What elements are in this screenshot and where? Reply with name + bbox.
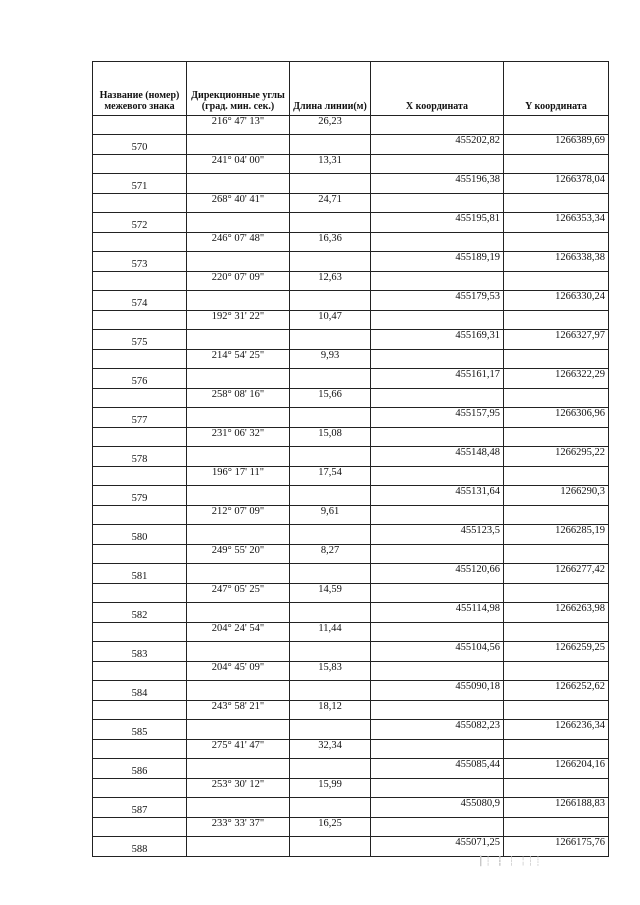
cell-length: 12,63 <box>290 272 371 291</box>
cell-x <box>371 428 504 447</box>
cell-name <box>93 740 187 759</box>
cell-angle: 275° 41' 47" <box>187 740 290 759</box>
cell-angle <box>187 564 290 584</box>
table-row <box>93 213 609 233</box>
cell-name: 579 <box>93 486 187 506</box>
cell-name <box>93 116 187 135</box>
cell-x: 455131,64 <box>371 486 504 506</box>
cell-name <box>93 584 187 603</box>
cell-x <box>371 662 504 681</box>
cell-x <box>371 233 504 252</box>
cell-y <box>504 428 609 447</box>
cell-length <box>290 252 371 272</box>
cell-y <box>504 506 609 525</box>
cell-length <box>290 603 371 623</box>
cell-y <box>504 623 609 642</box>
cell-angle <box>187 525 290 545</box>
cell-length: 17,54 <box>290 467 371 486</box>
cell-length: 16,36 <box>290 233 371 252</box>
cell-angle <box>187 486 290 506</box>
cell-y: 1266378,04 <box>504 174 609 194</box>
cell-angle: 268° 40' 41" <box>187 194 290 213</box>
cell-y: 1266285,19 <box>504 525 609 545</box>
cell-length <box>290 174 371 194</box>
table-row <box>93 818 609 837</box>
cell-angle <box>187 174 290 194</box>
cell-angle: 241° 04' 00" <box>187 155 290 174</box>
cell-y: 1266204,16 <box>504 759 609 779</box>
cell-y <box>504 389 609 408</box>
cell-angle: 212° 07' 09" <box>187 506 290 525</box>
cell-name: 583 <box>93 642 187 662</box>
table-row <box>93 350 609 369</box>
cell-y: 1266290,3 <box>504 486 609 506</box>
cell-length <box>290 369 371 389</box>
cell-name <box>93 350 187 369</box>
cell-name: 582 <box>93 603 187 623</box>
cell-angle <box>187 252 290 272</box>
cell-angle: 243° 58' 21" <box>187 701 290 720</box>
cell-y: 1266277,42 <box>504 564 609 584</box>
table-row <box>93 740 609 759</box>
faint-stamp-mark: ┃┆ ┇ ┆ ╎┆┊ <box>478 856 543 866</box>
cell-name: 584 <box>93 681 187 701</box>
cell-x: 455195,81 <box>371 213 504 233</box>
table-row <box>93 135 609 155</box>
cell-y <box>504 467 609 486</box>
cell-length <box>290 330 371 350</box>
cell-length: 9,61 <box>290 506 371 525</box>
cell-y <box>504 701 609 720</box>
cell-x <box>371 545 504 564</box>
cell-x <box>371 194 504 213</box>
cell-length: 26,23 <box>290 116 371 135</box>
cell-name <box>93 233 187 252</box>
cell-x: 455085,44 <box>371 759 504 779</box>
cell-length <box>290 408 371 428</box>
cell-x <box>371 584 504 603</box>
cell-y <box>504 155 609 174</box>
table-row <box>93 525 609 545</box>
cell-name <box>93 662 187 681</box>
cell-x <box>371 116 504 135</box>
table-row <box>93 272 609 291</box>
cell-angle: 253° 30' 12" <box>187 779 290 798</box>
cell-y: 1266389,69 <box>504 135 609 155</box>
cell-x: 455120,66 <box>371 564 504 584</box>
table-row <box>93 408 609 428</box>
cell-name <box>93 545 187 564</box>
cell-angle: 220° 07' 09" <box>187 272 290 291</box>
cell-name <box>93 467 187 486</box>
cell-angle <box>187 837 290 857</box>
cell-y <box>504 272 609 291</box>
table-row <box>93 545 609 564</box>
cell-x: 455114,98 <box>371 603 504 623</box>
table-row <box>93 486 609 506</box>
cell-y: 1266306,96 <box>504 408 609 428</box>
cell-y <box>504 779 609 798</box>
cell-name: 577 <box>93 408 187 428</box>
cell-x: 455104,56 <box>371 642 504 662</box>
table-row <box>93 701 609 720</box>
cell-angle: 231° 06' 32" <box>187 428 290 447</box>
cell-angle <box>187 291 290 311</box>
cell-x <box>371 506 504 525</box>
cell-name <box>93 779 187 798</box>
cell-angle <box>187 603 290 623</box>
cell-y: 1266327,97 <box>504 330 609 350</box>
cell-y: 1266330,24 <box>504 291 609 311</box>
cell-x: 455202,82 <box>371 135 504 155</box>
table-row <box>93 837 609 857</box>
cell-angle: 247° 05' 25" <box>187 584 290 603</box>
cell-y <box>504 584 609 603</box>
cell-name: 580 <box>93 525 187 545</box>
table-row <box>93 330 609 350</box>
cell-angle <box>187 447 290 467</box>
cell-length <box>290 681 371 701</box>
cell-x <box>371 740 504 759</box>
table-row <box>93 155 609 174</box>
cell-x <box>371 818 504 837</box>
cell-y: 1266236,34 <box>504 720 609 740</box>
cell-x: 455189,19 <box>371 252 504 272</box>
table-body <box>93 116 609 857</box>
cell-x <box>371 350 504 369</box>
cell-y: 1266188,83 <box>504 798 609 818</box>
cell-y: 1266263,98 <box>504 603 609 623</box>
cell-name <box>93 155 187 174</box>
cell-name <box>93 623 187 642</box>
cell-angle: 204° 24' 54" <box>187 623 290 642</box>
cell-y <box>504 818 609 837</box>
cell-y: 1266322,29 <box>504 369 609 389</box>
header-length: Длина линии(м) <box>290 62 371 116</box>
cell-length: 15,08 <box>290 428 371 447</box>
table-row <box>93 447 609 467</box>
cell-length: 15,66 <box>290 389 371 408</box>
cell-length: 24,71 <box>290 194 371 213</box>
table-row <box>93 779 609 798</box>
cell-y <box>504 350 609 369</box>
cell-x <box>371 311 504 330</box>
table-row <box>93 389 609 408</box>
cell-x: 455090,18 <box>371 681 504 701</box>
cell-name <box>93 428 187 447</box>
cell-name <box>93 389 187 408</box>
table-row <box>93 252 609 272</box>
cell-angle: 214° 54' 25" <box>187 350 290 369</box>
cell-name <box>93 506 187 525</box>
cell-length: 16,25 <box>290 818 371 837</box>
table-row <box>93 681 609 701</box>
cell-angle <box>187 213 290 233</box>
cell-angle: 196° 17' 11" <box>187 467 290 486</box>
cell-name: 572 <box>93 213 187 233</box>
cell-angle <box>187 642 290 662</box>
cell-angle <box>187 681 290 701</box>
table-row <box>93 506 609 525</box>
cell-length: 32,34 <box>290 740 371 759</box>
cell-name <box>93 818 187 837</box>
cell-name <box>93 701 187 720</box>
cell-length: 14,59 <box>290 584 371 603</box>
cell-angle: 249° 55' 20" <box>187 545 290 564</box>
cell-name: 588 <box>93 837 187 857</box>
table-row <box>93 116 609 135</box>
cell-x: 455196,38 <box>371 174 504 194</box>
cell-angle: 216° 47' 13" <box>187 116 290 135</box>
table-row <box>93 662 609 681</box>
cell-length <box>290 291 371 311</box>
cell-name <box>93 311 187 330</box>
cell-length <box>290 720 371 740</box>
cell-angle: 204° 45' 09" <box>187 662 290 681</box>
cell-name <box>93 194 187 213</box>
cell-x: 455148,48 <box>371 447 504 467</box>
cell-angle <box>187 369 290 389</box>
cell-name: 585 <box>93 720 187 740</box>
cell-length: 9,93 <box>290 350 371 369</box>
cell-y <box>504 194 609 213</box>
table-row <box>93 311 609 330</box>
cell-x: 455157,95 <box>371 408 504 428</box>
table-row <box>93 584 609 603</box>
table-row <box>93 720 609 740</box>
cell-length <box>290 564 371 584</box>
cell-length: 15,83 <box>290 662 371 681</box>
cell-name: 586 <box>93 759 187 779</box>
cell-x <box>371 272 504 291</box>
cell-x: 455082,23 <box>371 720 504 740</box>
cell-y: 1266295,22 <box>504 447 609 467</box>
cell-name: 578 <box>93 447 187 467</box>
cell-name: 574 <box>93 291 187 311</box>
header-angle: Дирекционные углы (град. мин. сек.) <box>187 62 290 116</box>
cell-x <box>371 623 504 642</box>
cell-length: 15,99 <box>290 779 371 798</box>
cell-x: 455179,53 <box>371 291 504 311</box>
cell-y <box>504 311 609 330</box>
cell-length <box>290 135 371 155</box>
table-row <box>93 564 609 584</box>
cell-length <box>290 798 371 818</box>
cell-angle <box>187 720 290 740</box>
cell-x <box>371 155 504 174</box>
cell-y: 1266353,34 <box>504 213 609 233</box>
cell-x <box>371 779 504 798</box>
cell-length: 11,44 <box>290 623 371 642</box>
cell-name: 573 <box>93 252 187 272</box>
cell-name: 575 <box>93 330 187 350</box>
cell-angle <box>187 798 290 818</box>
cell-y <box>504 233 609 252</box>
table-row <box>93 369 609 389</box>
cell-angle: 246° 07' 48" <box>187 233 290 252</box>
cell-x <box>371 701 504 720</box>
cell-length <box>290 837 371 857</box>
cell-y: 1266175,76 <box>504 837 609 857</box>
cell-y <box>504 662 609 681</box>
cell-length: 8,27 <box>290 545 371 564</box>
cell-name <box>93 272 187 291</box>
cell-y: 1266252,62 <box>504 681 609 701</box>
cell-name: 571 <box>93 174 187 194</box>
cell-x: 455169,31 <box>371 330 504 350</box>
cell-angle: 192° 31' 22" <box>187 311 290 330</box>
cell-angle <box>187 408 290 428</box>
table-row <box>93 642 609 662</box>
cell-x: 455080,9 <box>371 798 504 818</box>
header-name: Название (номер) межевого знака <box>93 62 187 116</box>
cell-angle <box>187 330 290 350</box>
cell-length <box>290 525 371 545</box>
cell-x <box>371 467 504 486</box>
cell-length <box>290 642 371 662</box>
cell-y <box>504 545 609 564</box>
table-row <box>93 291 609 311</box>
cell-angle <box>187 135 290 155</box>
cell-length <box>290 447 371 467</box>
cell-x: 455071,25 <box>371 837 504 857</box>
table-row <box>93 798 609 818</box>
header-x: X координата <box>371 62 504 116</box>
table-row <box>93 194 609 213</box>
table-row <box>93 623 609 642</box>
header-y: Y координата <box>504 62 609 116</box>
cell-name: 581 <box>93 564 187 584</box>
cell-angle: 258° 08' 16" <box>187 389 290 408</box>
cell-name: 576 <box>93 369 187 389</box>
cell-y <box>504 740 609 759</box>
cell-length: 18,12 <box>290 701 371 720</box>
cell-name: 587 <box>93 798 187 818</box>
table-row <box>93 467 609 486</box>
cell-y <box>504 116 609 135</box>
cell-name: 570 <box>93 135 187 155</box>
cell-angle <box>187 759 290 779</box>
table-header-row <box>93 62 609 116</box>
cell-length <box>290 759 371 779</box>
table-row <box>93 428 609 447</box>
cell-length <box>290 213 371 233</box>
boundary-coordinates-table <box>92 61 609 857</box>
cell-length: 10,47 <box>290 311 371 330</box>
cell-angle: 233° 33' 37" <box>187 818 290 837</box>
cell-x: 455123,5 <box>371 525 504 545</box>
cell-x: 455161,17 <box>371 369 504 389</box>
cell-length <box>290 486 371 506</box>
table-row <box>93 174 609 194</box>
table-row <box>93 603 609 623</box>
cell-y: 1266338,38 <box>504 252 609 272</box>
table-row <box>93 759 609 779</box>
table-row <box>93 233 609 252</box>
cell-length: 13,31 <box>290 155 371 174</box>
cell-y: 1266259,25 <box>504 642 609 662</box>
cell-x <box>371 389 504 408</box>
